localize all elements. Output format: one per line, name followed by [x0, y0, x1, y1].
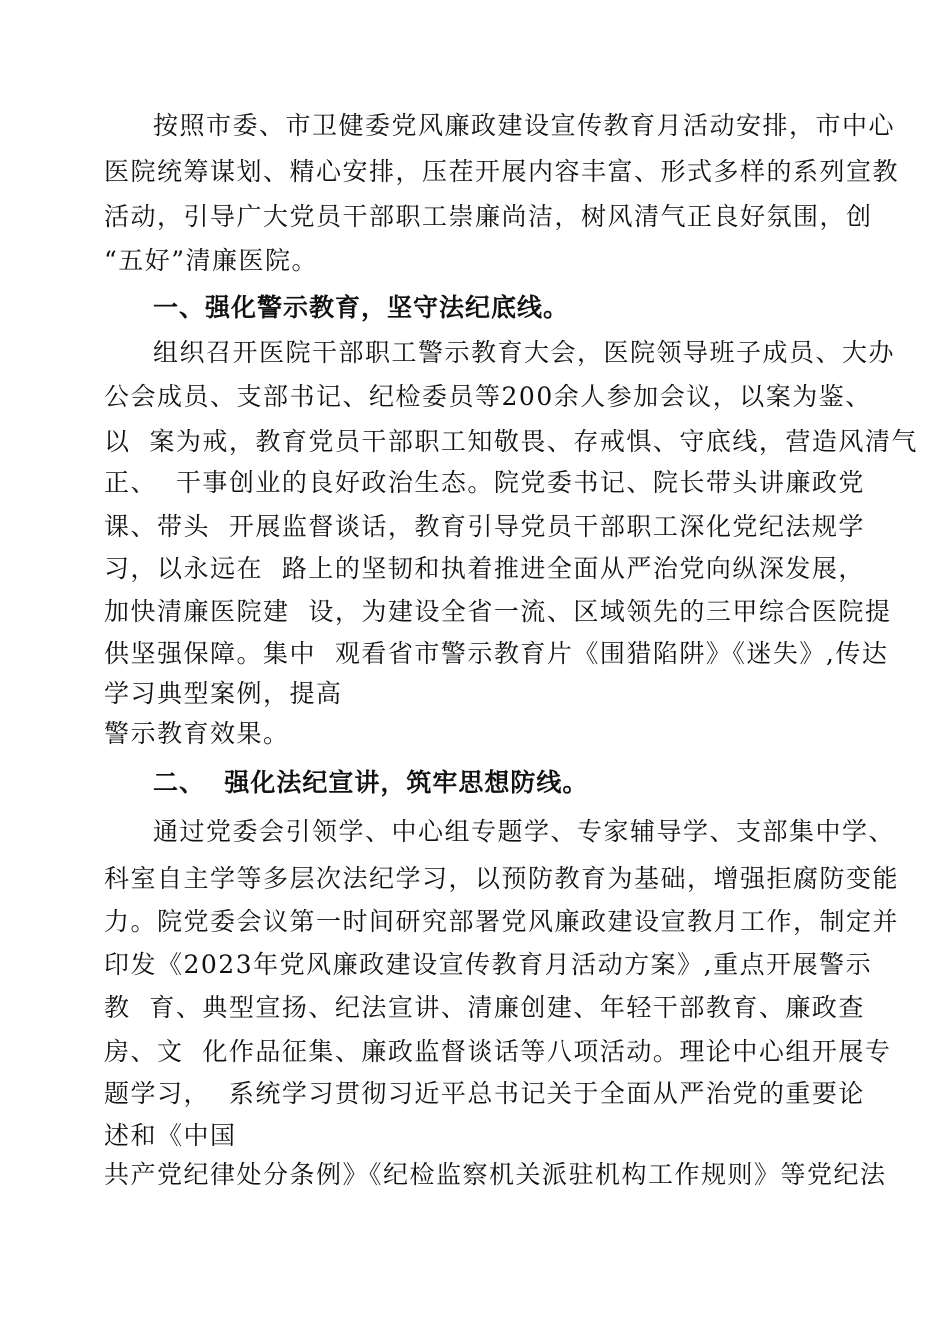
paragraph-2-line-6: 习，以永远在 路上的坚韧和执着推进全面从严治党向纵深发展，: [104, 554, 865, 583]
paragraph-3-line-2: 科室自主学等多层次法纪学习，以预防教育为基础，增强拒腐防变能: [104, 864, 900, 893]
paragraph-2-line-1: 组织召开医院干部职工警示教育大会，医院领导班子成员、大办: [153, 338, 896, 367]
paragraph-2-line-2: 公会成员、支部书记、纪检委员等200余人参加会议，以案为鉴、: [104, 382, 872, 411]
paragraph-2-line-7: 加快清廉医院建 设，为建设全省一流、区域领先的三甲综合医院提: [104, 597, 892, 626]
paragraph-3-line-1: 通过党委会引领学、中心组专题学、专家辅导学、支部集中学、: [153, 817, 896, 846]
paragraph-2-line-3: 以 案为戒，教育党员干部职工知敬畏、存戒惧、守底线，营造风清气: [104, 427, 918, 456]
section-heading-1: 一、强化警示教育，坚守法纪底线。: [153, 293, 570, 322]
paragraph-2-line-5: 课、带头 开展监督谈话，教育引导党员干部职工深化党纪法规学: [104, 512, 865, 541]
paragraph-3-line-7: 题学习， 系统学习贯彻习近平总书记关于全面从严治党的重要论: [104, 1079, 865, 1108]
paragraph-2-line-10: 警示教育效果。: [104, 719, 290, 748]
paragraph-3-line-6: 房、文 化作品征集、廉政监督谈话等八项活动。理论中心组开展专: [104, 1037, 892, 1066]
paragraph-1-line-2: 医院统筹谋划、精心安排，压茬开展内容丰富、形式多样的系列宣教: [104, 157, 900, 186]
paragraph-1-line-1: 按照市委、市卫健委党风廉政建设宣传教育月活动安排，市中心: [153, 111, 896, 140]
paragraph-3-line-3: 力。院党委会议第一时间研究部署党风廉政建设宣教月工作，制定并: [104, 907, 900, 936]
paragraph-2-line-4: 正、 干事创业的良好政治生态。院党委书记、院长带头讲廉政党: [104, 468, 865, 497]
paragraph-2-line-8: 供坚强保障。集中 观看省市警示教育片《围猎陷阱》《迷失》,传达: [104, 639, 889, 668]
paragraph-3-line-8: 述和《中国: [104, 1121, 237, 1150]
paragraph-1-line-4: “五好”清廉医院。: [104, 246, 319, 275]
paragraph-2-line-9: 学习典型案例，提高: [104, 679, 343, 708]
paragraph-1-line-3: 活动，引导广大党员干部职工崇廉尚洁，树风清气正良好氛围，创: [104, 202, 873, 231]
paragraph-3-line-5: 教 育、典型宣扬、纪法宣讲、清廉创建、年轻干部教育、廉政查: [104, 993, 865, 1022]
paragraph-3-line-9: 共产党纪律处分条例》《纪检监察机关派驻机构工作规则》等党纪法: [104, 1160, 887, 1189]
paragraph-3-line-4: 印发《2023年党风廉政建设宣传教育月活动方案》,重点开展警示: [104, 950, 873, 979]
section-heading-2: 二、 强化法纪宣讲，筑牢思想防线。: [153, 768, 589, 797]
